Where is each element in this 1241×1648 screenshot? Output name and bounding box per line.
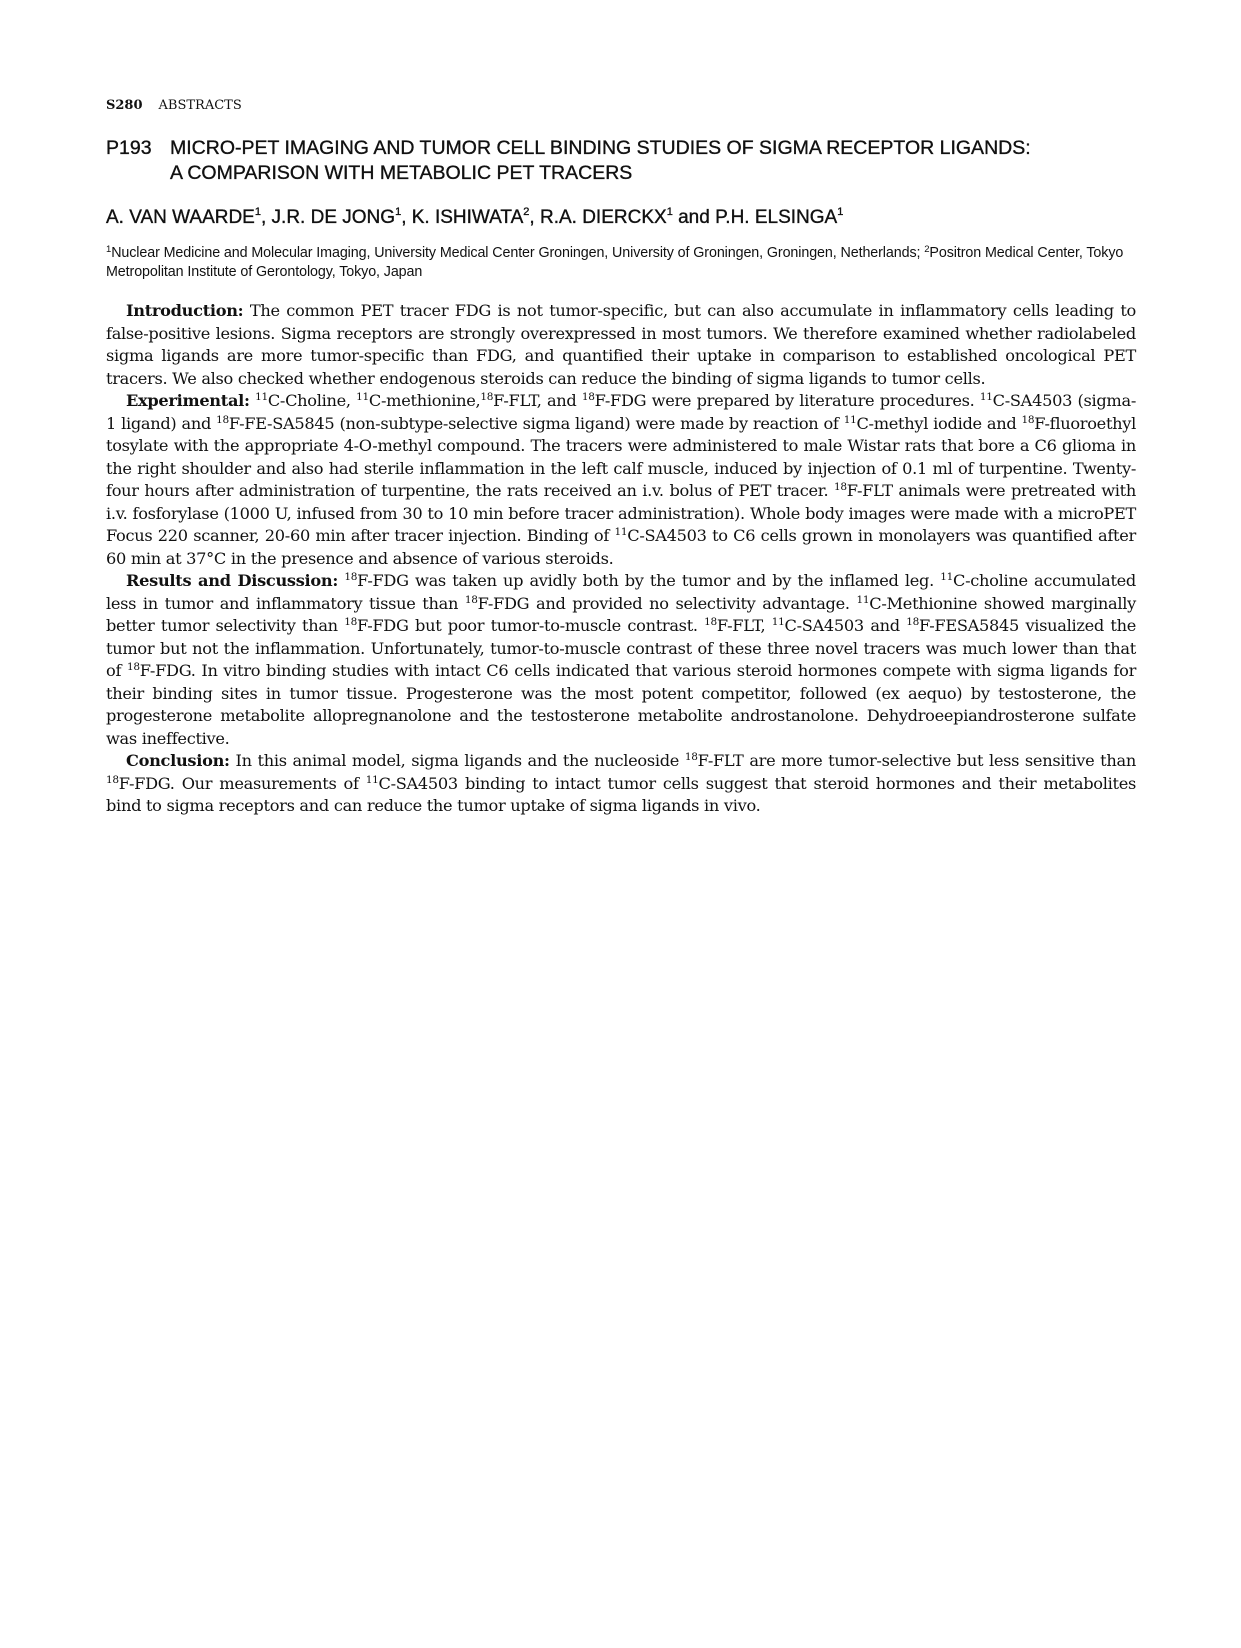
page-number: S280 xyxy=(106,98,143,113)
isotope-superscript: 18 xyxy=(684,751,698,763)
author-affiliation-mark: 1 xyxy=(254,206,261,218)
isotope-superscript: 18 xyxy=(1021,413,1035,426)
body-text: C-SA4503 and xyxy=(784,616,907,635)
body-text: F-FLT, and xyxy=(493,391,582,410)
body-text: F-FLT animals were pretreated with i.v. fosforylase (1000 U, infused from 30 to 10 min before tracer administration). Whole body images were made with a microPET Focus 220 scanner, 20-60 min after tracer injection. Binding of xyxy=(106,481,1136,545)
body-text: F-FDG. In vitro binding studies with intact C6 cells indicated that various steroid hormones compete with sigma ligands for their binding sites in tumor tissue. Progesterone was the most potent competitor, followed (ex aequo) by testosterone, the progesterone metabolite allopregnanolone and the testosterone metabolite androstanolone. Dehydroeepiandrosterone sulfate was ineffective. xyxy=(106,661,1137,748)
author-name: A. VAN WAARDE xyxy=(106,207,255,228)
body-text: F-FDG was taken up avidly both by the tumor and by the inflamed leg. xyxy=(357,571,941,590)
affiliations xyxy=(106,244,1136,282)
body-text: C-SA4503 to C6 cells grown in monolayers was quantified after 60 min at 37°C in the presence and absence of various steroids. xyxy=(106,526,1136,568)
section-paragraph xyxy=(106,300,1136,390)
isotope-superscript: 18 xyxy=(344,616,357,628)
isotope-superscript: 18 xyxy=(834,481,847,493)
author-affiliation-mark: 1 xyxy=(837,206,844,218)
isotope-superscript: 18 xyxy=(581,391,595,403)
body-text: C-methionine, xyxy=(368,391,481,410)
body-text: C-choline accumulated less in tumor and inflammatory tissue than xyxy=(106,571,1136,613)
isotope-superscript: 18 xyxy=(126,661,140,673)
author-separator: , xyxy=(260,207,272,228)
author-separator: and xyxy=(672,207,716,228)
body-text: F-FE-SA5845 (non-subtype-selective sigma ligand) were made by reaction of xyxy=(228,413,844,433)
section-paragraph xyxy=(106,390,1136,570)
author-affiliation-mark: 2 xyxy=(523,206,530,218)
isotope-superscript: 11 xyxy=(365,773,379,786)
section-heading: Experimental: xyxy=(126,391,250,410)
body-text: In this animal model, sigma ligands and the nucleoside xyxy=(229,751,685,770)
affiliation-text: Nuclear Medicine and Molecular Imaging, University Medical Center Groningen, University of Groningen, Groningen, Netherlands; xyxy=(111,245,925,261)
author-affiliation-mark: 1 xyxy=(666,206,673,218)
author-separator: , xyxy=(529,207,540,228)
author-list xyxy=(106,206,1136,230)
body-text: The common PET tracer FDG is not tumor-specific, but can also accumulate in inflammatory cells leading to false-positive lesions. Sigma receptors are strongly overexpressed in most tumors. We therefore examined whether radiolabeled sigma ligands are more tumor-specific than FDG, and quantified their uptake in comparison to established oncological PET tracers. We also checked whether endogenous steroids can reduce the binding of sigma ligands to tumor cells. xyxy=(106,301,1136,388)
body-text: F-fluoroethyl tosylate with the appropriate 4-O-methyl compound. The tracers were administered to male Wistar rats that bore a C6 glioma in the right shoulder and also had sterile inflammation in the left calf muscle, induced by injection of 0.1 ml of turpentine. Twenty-four hours after administration of turpentine, the rats received an i.v. bolus of PET tracer. xyxy=(106,413,1136,500)
body-text: C-SA4503 binding to intact tumor cells suggest that steroid hormones and their metabolites bind to sigma receptors and can reduce the tumor uptake of sigma ligands in vivo. xyxy=(106,773,1136,815)
section-heading: Conclusion: xyxy=(126,751,230,770)
abstract-body xyxy=(106,300,1136,818)
body-text: C-Choline, xyxy=(267,391,357,410)
isotope-superscript: 11 xyxy=(843,413,857,426)
body-text: F-FDG. Our measurements of xyxy=(118,773,366,793)
isotope-superscript: 11 xyxy=(979,391,993,403)
body-text: F-FLT are more tumor-selective but less sensitive than xyxy=(697,751,1136,770)
body-text: F-FLT, xyxy=(716,616,772,635)
page xyxy=(106,98,1136,818)
isotope-superscript: 11 xyxy=(614,526,628,538)
author-separator: , xyxy=(401,207,412,228)
body-text: F-FDG were prepared by literature procedures. xyxy=(594,391,980,410)
affiliation-text: Positron Medical Center, Tokyo Metropolitan Institute of Gerontology, Tokyo, Japan xyxy=(106,245,1124,280)
abstract-id: P193 xyxy=(106,137,152,159)
isotope-superscript: 18 xyxy=(464,593,478,606)
isotope-superscript: 11 xyxy=(940,571,953,583)
running-head xyxy=(106,98,1136,120)
author-name: K. ISHIWATA xyxy=(411,207,524,228)
isotope-superscript: 18 xyxy=(906,616,920,628)
section-heading: Results and Discussion: xyxy=(126,571,339,590)
isotope-superscript: 11 xyxy=(356,391,369,403)
title-line-1: MICRO-PET IMAGING AND TUMOR CELL BINDING STUDIES OF SIGMA RECEPTOR LIGANDS: xyxy=(170,137,1031,159)
section-paragraph xyxy=(106,750,1136,818)
isotope-superscript: 18 xyxy=(106,773,119,786)
author-name: P.H. ELSINGA xyxy=(715,207,838,228)
body-text: C-Methionine showed marginally better tumor selectivity than xyxy=(106,593,1136,635)
author-affiliation-mark: 1 xyxy=(395,206,402,218)
title-line-2: A COMPARISON WITH METABOLIC PET TRACERS xyxy=(170,162,633,184)
affiliation-mark: 1 xyxy=(106,244,112,255)
isotope-superscript: 18 xyxy=(216,413,229,426)
isotope-superscript: 18 xyxy=(480,391,494,403)
section-label: ABSTRACTS xyxy=(158,98,242,113)
body-text: C-SA4503 (sigma-1 ligand) and xyxy=(106,391,1136,433)
body-text: F-FDG and provided no selectivity advantage. xyxy=(477,593,857,613)
title-text xyxy=(170,136,1136,186)
author-name: R.A. DIERCKX xyxy=(539,207,667,228)
isotope-superscript: 18 xyxy=(704,616,717,628)
body-text: C-methyl iodide and xyxy=(856,413,1022,433)
abstract-title xyxy=(106,136,1136,186)
isotope-superscript: 11 xyxy=(255,391,268,403)
isotope-superscript: 18 xyxy=(344,571,358,583)
section-heading: Introduction: xyxy=(126,301,244,320)
section-paragraph xyxy=(106,570,1136,750)
body-text: F-FDG but poor tumor-to-muscle contrast. xyxy=(356,616,705,635)
body-text: F-FESA5845 visualized the tumor but not the inflammation. Unfortunately, tumor-to-muscle contrast of these three novel tracers was much lower than that of xyxy=(106,616,1136,680)
isotope-superscript: 11 xyxy=(771,616,785,628)
author-name: J.R. DE JONG xyxy=(271,207,396,228)
affiliation-mark: 2 xyxy=(924,244,930,255)
isotope-superscript: 11 xyxy=(856,593,870,606)
